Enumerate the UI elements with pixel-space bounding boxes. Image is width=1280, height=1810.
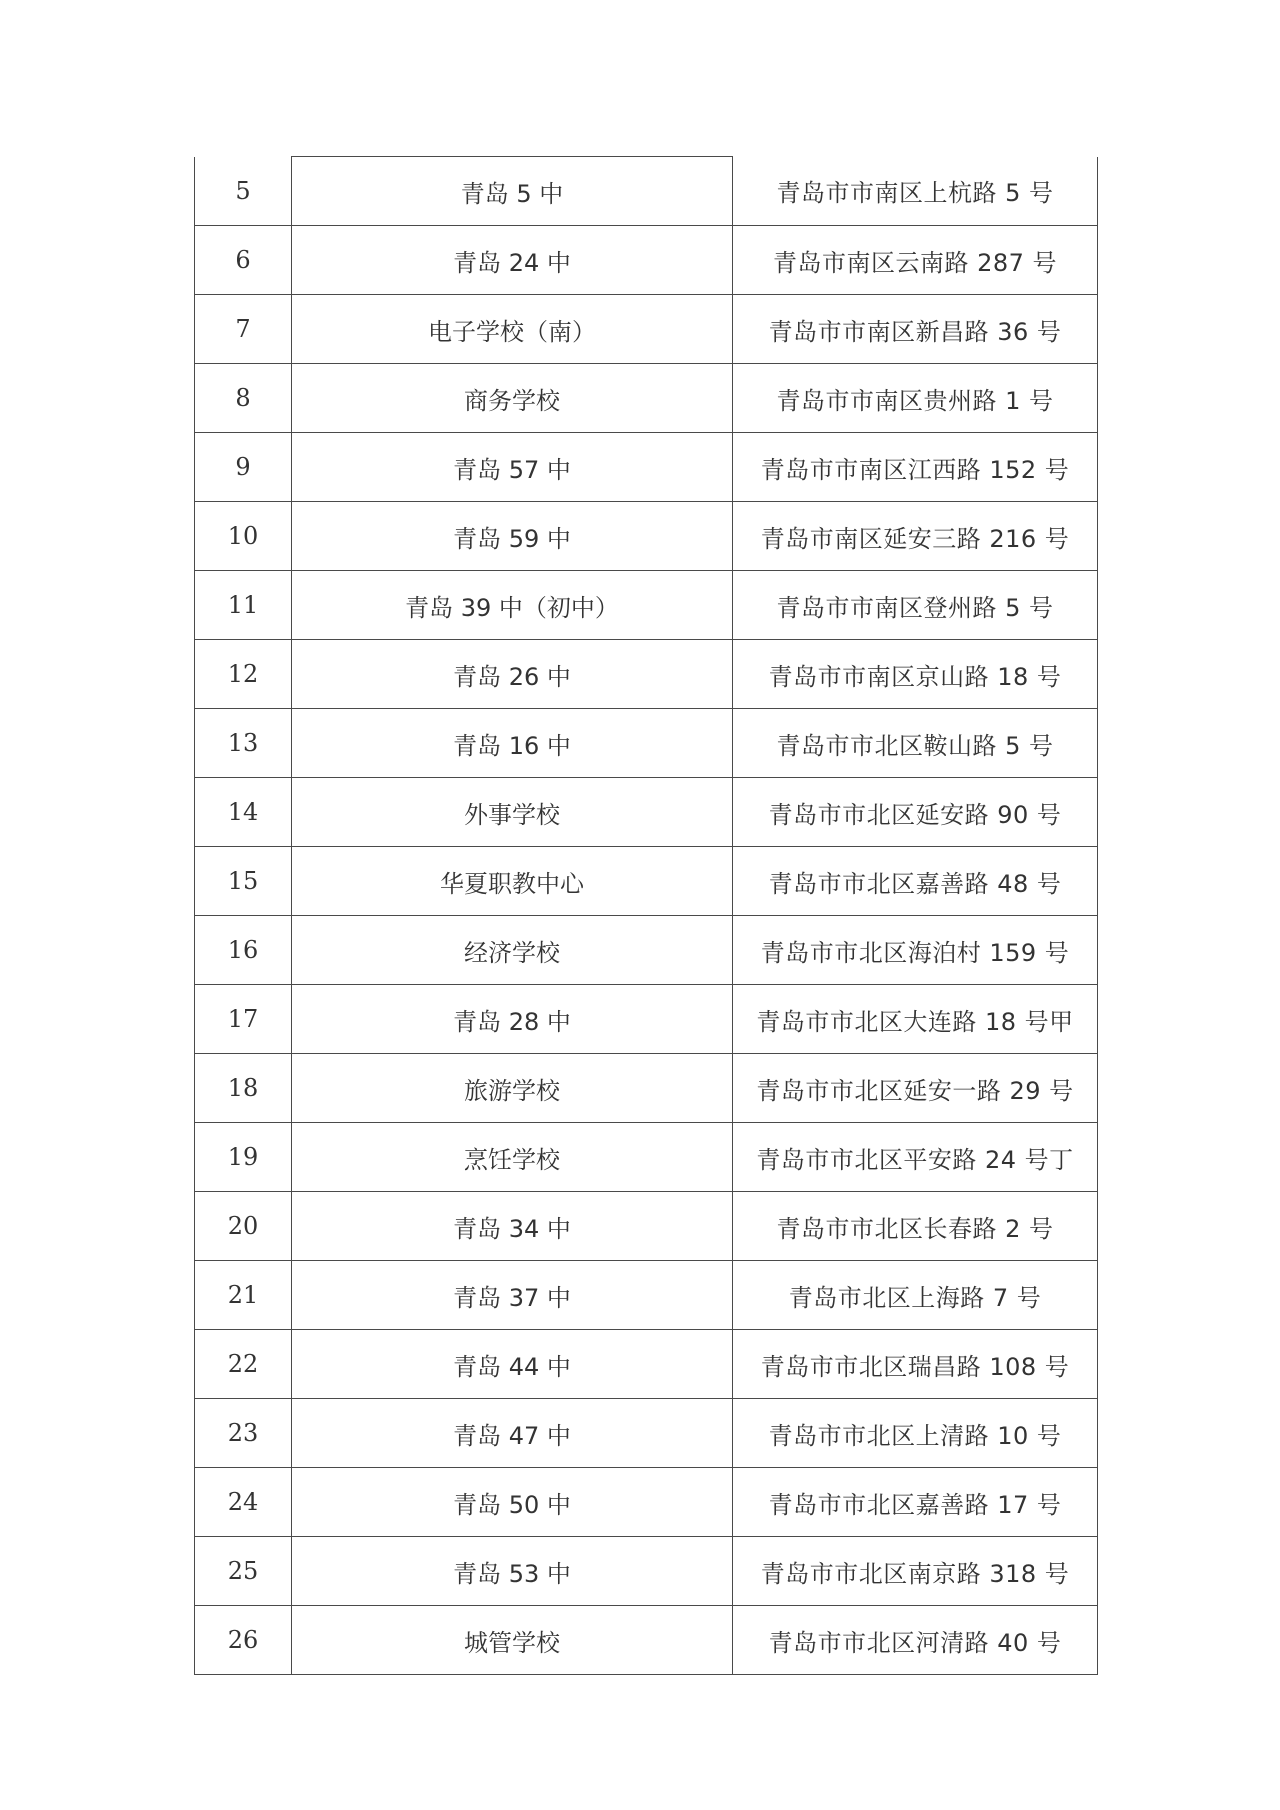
school-address: 青岛市市南区江西路 152 号	[733, 433, 1098, 502]
table-row	[195, 1261, 1098, 1330]
row-number: 26	[195, 1606, 292, 1675]
table-row	[195, 157, 1098, 226]
school-address: 青岛市市南区新昌路 36 号	[733, 295, 1098, 364]
table-body	[195, 157, 1098, 1675]
school-name: 青岛 28 中	[292, 985, 733, 1054]
school-address: 青岛市市北区嘉善路 48 号	[733, 847, 1098, 916]
table-row	[195, 640, 1098, 709]
row-number: 14	[195, 778, 292, 847]
school-address: 青岛市市北区上清路 10 号	[733, 1399, 1098, 1468]
row-number: 24	[195, 1468, 292, 1537]
school-name: 外事学校	[292, 778, 733, 847]
school-address: 青岛市市北区长春路 2 号	[733, 1192, 1098, 1261]
school-address: 青岛市市北区鞍山路 5 号	[733, 709, 1098, 778]
row-number: 16	[195, 916, 292, 985]
table-row	[195, 571, 1098, 640]
row-number: 23	[195, 1399, 292, 1468]
table-row	[195, 1123, 1098, 1192]
school-name: 华夏职教中心	[292, 847, 733, 916]
row-number: 13	[195, 709, 292, 778]
row-number: 25	[195, 1537, 292, 1606]
table-row	[195, 1330, 1098, 1399]
row-number: 17	[195, 985, 292, 1054]
table-row	[195, 364, 1098, 433]
table-row	[195, 295, 1098, 364]
table-row	[195, 433, 1098, 502]
row-number: 18	[195, 1054, 292, 1123]
row-number: 22	[195, 1330, 292, 1399]
school-name: 青岛 37 中	[292, 1261, 733, 1330]
school-address: 青岛市市南区登州路 5 号	[733, 571, 1098, 640]
school-address: 青岛市北区上海路 7 号	[733, 1261, 1098, 1330]
school-name: 经济学校	[292, 916, 733, 985]
school-address: 青岛市市北区海泊村 159 号	[733, 916, 1098, 985]
table-row	[195, 226, 1098, 295]
school-name: 青岛 59 中	[292, 502, 733, 571]
school-name: 青岛 39 中（初中）	[292, 571, 733, 640]
school-name: 青岛 16 中	[292, 709, 733, 778]
table-row	[195, 709, 1098, 778]
table-row	[195, 916, 1098, 985]
table-row	[195, 1468, 1098, 1537]
school-name: 青岛 53 中	[292, 1537, 733, 1606]
school-name: 青岛 44 中	[292, 1330, 733, 1399]
row-number: 9	[195, 433, 292, 502]
school-name: 烹饪学校	[292, 1123, 733, 1192]
table-row	[195, 1606, 1098, 1675]
row-number: 21	[195, 1261, 292, 1330]
school-address: 青岛市市北区河清路 40 号	[733, 1606, 1098, 1675]
row-number: 12	[195, 640, 292, 709]
table-row	[195, 778, 1098, 847]
row-number: 19	[195, 1123, 292, 1192]
table-row	[195, 1054, 1098, 1123]
row-number: 5	[195, 157, 292, 226]
school-address-table	[194, 156, 1098, 1675]
school-name: 青岛 5 中	[292, 157, 733, 226]
school-address: 青岛市南区云南路 287 号	[733, 226, 1098, 295]
table-row	[195, 847, 1098, 916]
row-number: 8	[195, 364, 292, 433]
school-name: 青岛 57 中	[292, 433, 733, 502]
school-name: 城管学校	[292, 1606, 733, 1675]
school-address: 青岛市市南区贵州路 1 号	[733, 364, 1098, 433]
school-name: 青岛 50 中	[292, 1468, 733, 1537]
row-number: 20	[195, 1192, 292, 1261]
school-name: 青岛 26 中	[292, 640, 733, 709]
school-name: 青岛 47 中	[292, 1399, 733, 1468]
row-number: 11	[195, 571, 292, 640]
school-name: 旅游学校	[292, 1054, 733, 1123]
table-row	[195, 985, 1098, 1054]
school-address: 青岛市市北区大连路 18 号甲	[733, 985, 1098, 1054]
school-name: 青岛 34 中	[292, 1192, 733, 1261]
school-address: 青岛市市北区延安一路 29 号	[733, 1054, 1098, 1123]
table-row	[195, 1192, 1098, 1261]
school-name: 青岛 24 中	[292, 226, 733, 295]
row-number: 10	[195, 502, 292, 571]
school-address: 青岛市市北区瑞昌路 108 号	[733, 1330, 1098, 1399]
table-row	[195, 1537, 1098, 1606]
row-number: 6	[195, 226, 292, 295]
school-address: 青岛市市南区上杭路 5 号	[733, 157, 1098, 226]
school-address: 青岛市市北区延安路 90 号	[733, 778, 1098, 847]
school-name: 电子学校（南）	[292, 295, 733, 364]
table-row	[195, 1399, 1098, 1468]
school-address: 青岛市南区延安三路 216 号	[733, 502, 1098, 571]
school-address: 青岛市市北区嘉善路 17 号	[733, 1468, 1098, 1537]
school-name: 商务学校	[292, 364, 733, 433]
school-address: 青岛市市北区平安路 24 号丁	[733, 1123, 1098, 1192]
row-number: 7	[195, 295, 292, 364]
school-address: 青岛市市南区京山路 18 号	[733, 640, 1098, 709]
row-number: 15	[195, 847, 292, 916]
table-row	[195, 502, 1098, 571]
school-address: 青岛市市北区南京路 318 号	[733, 1537, 1098, 1606]
